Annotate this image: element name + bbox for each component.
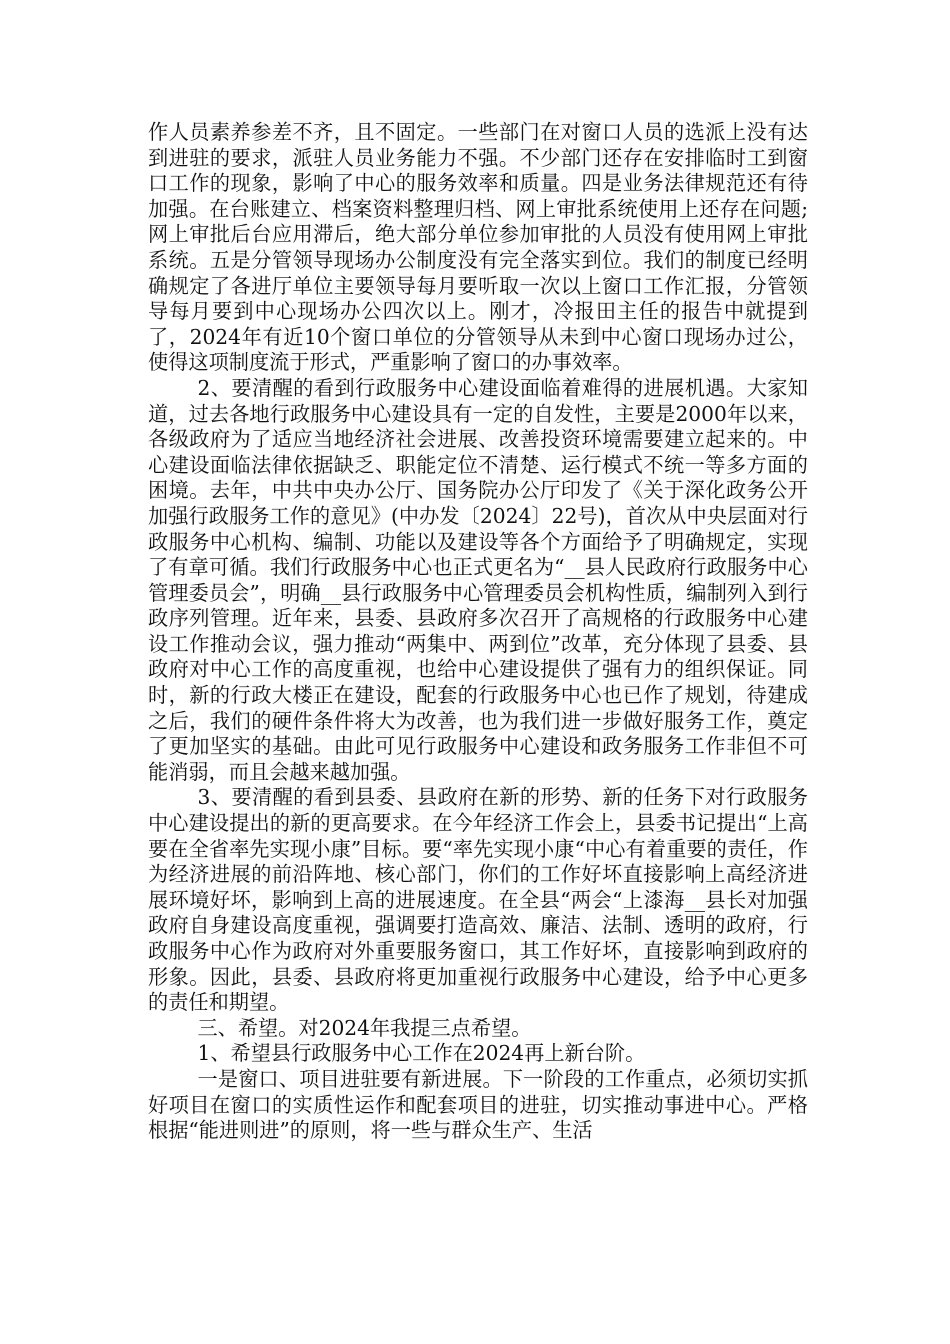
paragraph-6: 一是窗口、项目进驻要有新进展。下一阶段的工作重点，必须切实抓好项目在窗口的实质性运作和配套项目的进驻，切实推动事进中心。严格根据“能进则进”的原则，将一些与群众生产、生活 xyxy=(148,1066,808,1143)
paragraph-3: 3、要清醒的看到县委、县政府在新的形势、新的任务下对行政服务中心建设提出的新的更高要求。在今年经济工作会上，县委书记提出“上高要在全省率先实现小康”目标。要“率先实现小康“中心有着重要的责任，作为经济进展的前沿阵地、核心部门，你们的工作好坏直接影响上高经济进展环境好坏，影响到上高的进展速度。在全县“两会“上漆海__县长对加强政府自身建设高度重视，强调要打造高效、廉洁、法制、透明的政府，行政服务中心作为政府对外重要服务窗口，其工作好坏，直接影响到政府的形象。因此，县委、县政府将更加重视行政服务中心建设，给予中心更多的责任和期望。 xyxy=(148,785,808,1015)
paragraph-2: 2、要清醒的看到行政服务中心建设面临着难得的进展机遇。大家知道，过去各地行政服务中心建设具有一定的自发性，主要是2000年以来，各级政府为了适应当地经济社会进展、改善投资环境需要建立起来的。中心建设面临法律依据缺乏、职能定位不清楚、运行模式不统一等多方面的困境。去年，中共中央办公厅、国务院办公厅印发了《关于深化政务公开加强行政服务工作的意见》(中办发〔2024〕22号)，首次从中央层面对行政服务中心机构、编制、功能以及建设等各个方面给予了明确规定，实现了有章可循。我们行政服务中心也正式更名为“__县人民政府行政服务中心管理委员会”，明确__县行政服务中心管理委员会机构性质，编制列入到行政序列管理。近年来，县委、县政府多次召开了高规格的行政服务中心建设工作推动会议，强力推动“两集中、两到位”改革，充分体现了县委、县政府对中心工作的高度重视，也给中心建设提供了强有力的组织保证。同时，新的行政大楼正在建设，配套的行政服务中心也已作了规划，待建成之后，我们的硬件条件将大为改善，也为我们进一步做好服务工作，奠定了更加坚实的基础。由此可见行政服务中心建设和政务服务工作非但不可能消弱，而且会越来越加强。 xyxy=(148,375,808,784)
document-page xyxy=(148,120,808,1144)
paragraph-1: 作人员素养参差不齐，且不固定。一些部门在对窗口人员的选派上没有达到进驻的要求，派驻人员业务能力不强。不少部门还存在安排临时工到窗口工作的现象，影响了中心的服务效率和质量。四是业务法律规范还有待加强。在台账建立、档案资料整理归档、网上审批系统使用上还存在问题;网上审批后台应用滞后，绝大部分单位参加审批的人员没有使用网上审批系统。五是分管领导现场办公制度没有完全落实到位。我们的制度已经明确规定了各进厅单位主要领导每月要听取一次以上窗口工作汇报，分管领导每月要到中心现场办公四次以上。刚才，冷报田主任的报告中就提到了，2024年有近10个窗口单位的分管领导从未到中心窗口现场办过公，使得这项制度流于形式，严重影响了窗口的办事效率。 xyxy=(148,120,808,375)
paragraph-4: 三、希望。对2024年我提三点希望。 xyxy=(197,1015,532,1040)
paragraph-5: 1、希望县行政服务中心工作在2024再上新台阶。 xyxy=(197,1041,646,1066)
